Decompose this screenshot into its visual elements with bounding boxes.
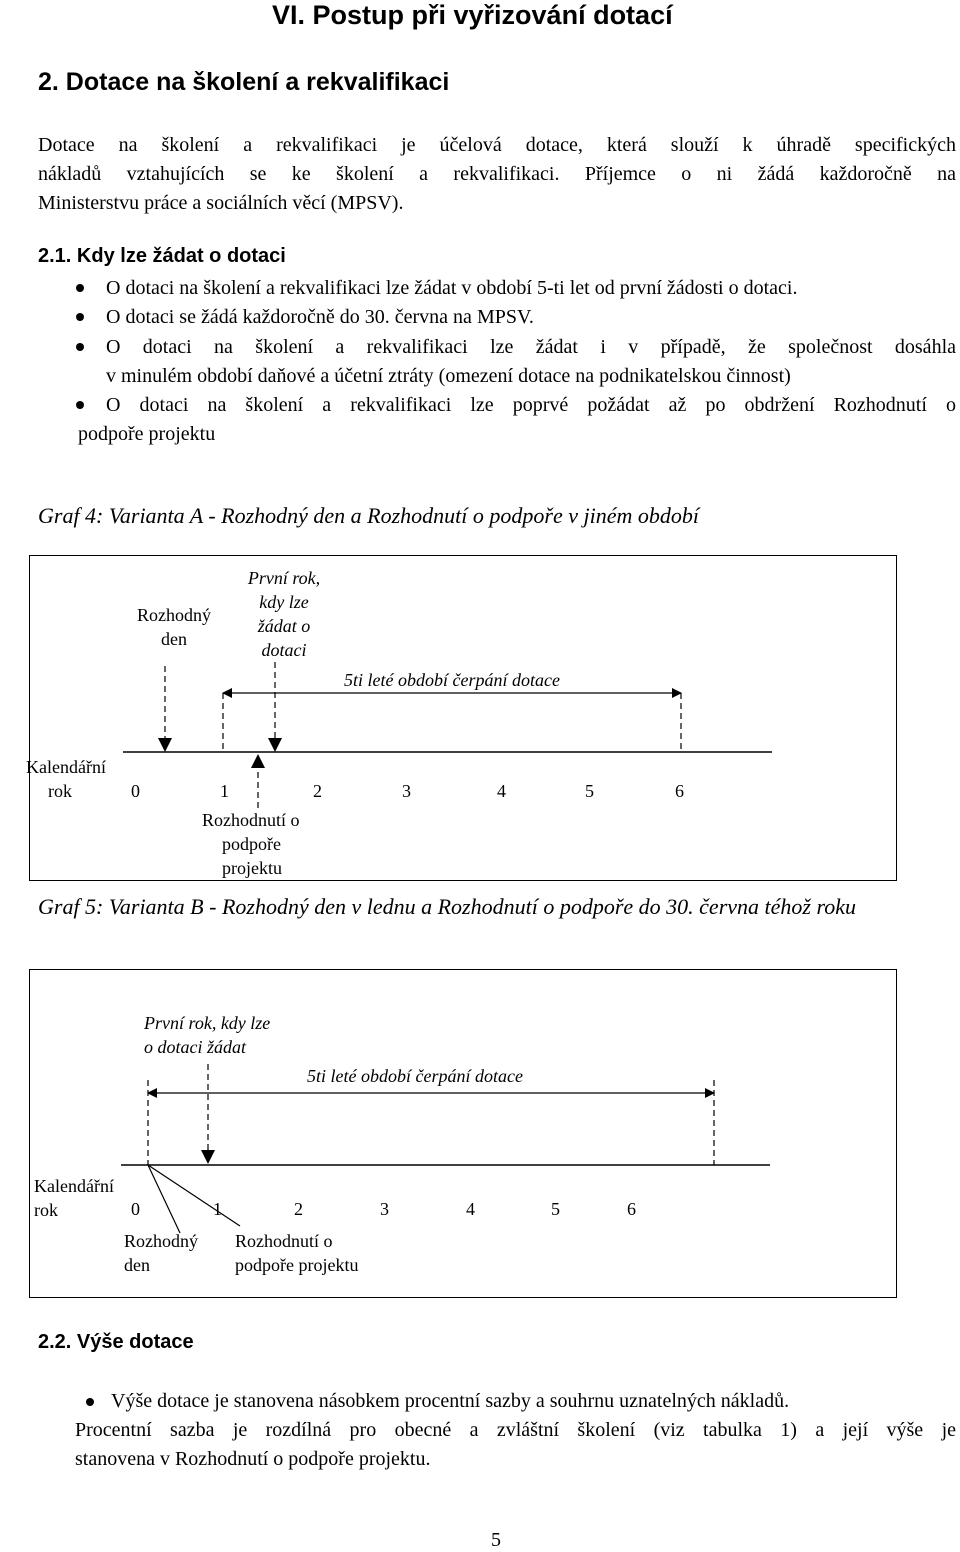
year-label: 2 — [313, 781, 322, 801]
bullet-line: O dotaci na školení a rekvalifikaci lze žádat i v případě, že společnost dosáhla — [106, 336, 956, 358]
label-line: Rozhodný — [137, 605, 211, 625]
prvni-rok-label — [144, 1011, 270, 1059]
rozhodnuti-label — [235, 1229, 358, 1277]
page-number: 5 — [491, 1529, 501, 1551]
paragraph-line: Procentní sazba je rozdílná pro obecné a zvláštní školení (viz tabulka 1) a její výše je — [75, 1419, 956, 1441]
label-line: Kalendářní — [34, 1176, 114, 1196]
graf4-lines — [123, 662, 772, 808]
intro-line: Ministerstvu práce a sociálních věcí (MPSV). — [38, 192, 404, 214]
year-label: 4 — [466, 1199, 475, 1219]
year-label: 5 — [551, 1199, 560, 1219]
label-line: podpoře — [222, 834, 281, 854]
year-label: 1 — [220, 781, 229, 801]
label-line: projektu — [222, 858, 282, 878]
label-line: Rozhodnutí o — [202, 810, 300, 830]
subsection-title: 2.1. Kdy lze žádat o dotaci — [38, 245, 286, 267]
label-line: kdy lze — [259, 592, 309, 612]
paragraph-line: stanovena v Rozhodnutí o podpoře projektu. — [75, 1448, 431, 1470]
section-title: 2. Dotace na školení a rekvalifikaci — [38, 68, 450, 96]
year-label: 2 — [294, 1199, 303, 1219]
year-label: 4 — [497, 781, 506, 801]
period-label: 5ti leté období čerpání dotace — [307, 1066, 523, 1086]
kalendarni-rok-label — [34, 1174, 114, 1222]
label-line: První rok, kdy lze — [144, 1013, 271, 1033]
year-label: 3 — [380, 1199, 389, 1219]
label-line: Rozhodnutí o — [235, 1231, 333, 1251]
chapter-heading: VI. Postup při vyřizování dotací — [272, 0, 673, 30]
bullet-line: O dotaci na školení a rekvalifikaci lze poprvé požádat až po obdržení Rozhodnutí o — [106, 394, 956, 416]
paragraph — [75, 1416, 956, 1474]
label-line: o dotaci žádat — [144, 1037, 246, 1057]
label-line: První rok, — [247, 568, 321, 588]
year-label: 0 — [131, 781, 140, 801]
period-label: 5ti leté období čerpání dotace — [344, 670, 560, 690]
year-label: 1 — [213, 1199, 222, 1219]
figure-caption: Graf 4: Varianta A - Rozhodný den a Rozhodnutí o podpoře v jiném období — [38, 503, 699, 528]
subsection-title: 2.2. Výše dotace — [38, 1331, 194, 1353]
label-line: rok — [48, 781, 72, 801]
figure-caption: Graf 5: Varianta B - Rozhodný den v lednu a Rozhodnutí o podpoře do 30. června téhož roku — [38, 894, 856, 919]
bullet-text: O dotaci se žádá každoročně do 30. června na MPSV. — [106, 306, 534, 328]
year-label: 5 — [585, 781, 594, 801]
label-line: žádat o — [257, 616, 311, 636]
bullet-text: Výše dotace je stanovena násobkem procentní sazby a souhrnu uznatelných nákladů. — [111, 1390, 790, 1412]
label-line: Kalendářní — [26, 757, 106, 777]
bullet-line: v minulém období daňové a účetní ztráty (omezení dotace na podnikatelskou činnost) — [106, 365, 791, 387]
label-line: dotaci — [261, 640, 307, 660]
intro-line: nákladů vztahujících se ke školení a rekvalifikaci. Příjemce o ni žádá každoročně na — [38, 163, 956, 185]
intro-line: Dotace na školení a rekvalifikaci je účelová dotace, která slouží k úhradě specifických — [38, 134, 956, 156]
bullet-line: podpoře projektu — [78, 423, 216, 445]
year-label: 6 — [675, 781, 684, 801]
label-line: rok — [34, 1200, 58, 1220]
bullet-text: O dotaci na školení a rekvalifikaci lze žádat v období 5-ti let od první žádosti o dotaci. — [106, 277, 798, 299]
rozhodny-den-label — [124, 1229, 198, 1277]
year-label: 6 — [627, 1199, 636, 1219]
label-line: den — [161, 629, 187, 649]
label-line: Rozhodný — [124, 1231, 198, 1251]
label-line: podpoře projektu — [235, 1255, 359, 1275]
year-label: 0 — [131, 1199, 140, 1219]
year-label: 3 — [402, 781, 411, 801]
label-line: den — [124, 1255, 150, 1275]
bullet-icon — [86, 1398, 94, 1406]
